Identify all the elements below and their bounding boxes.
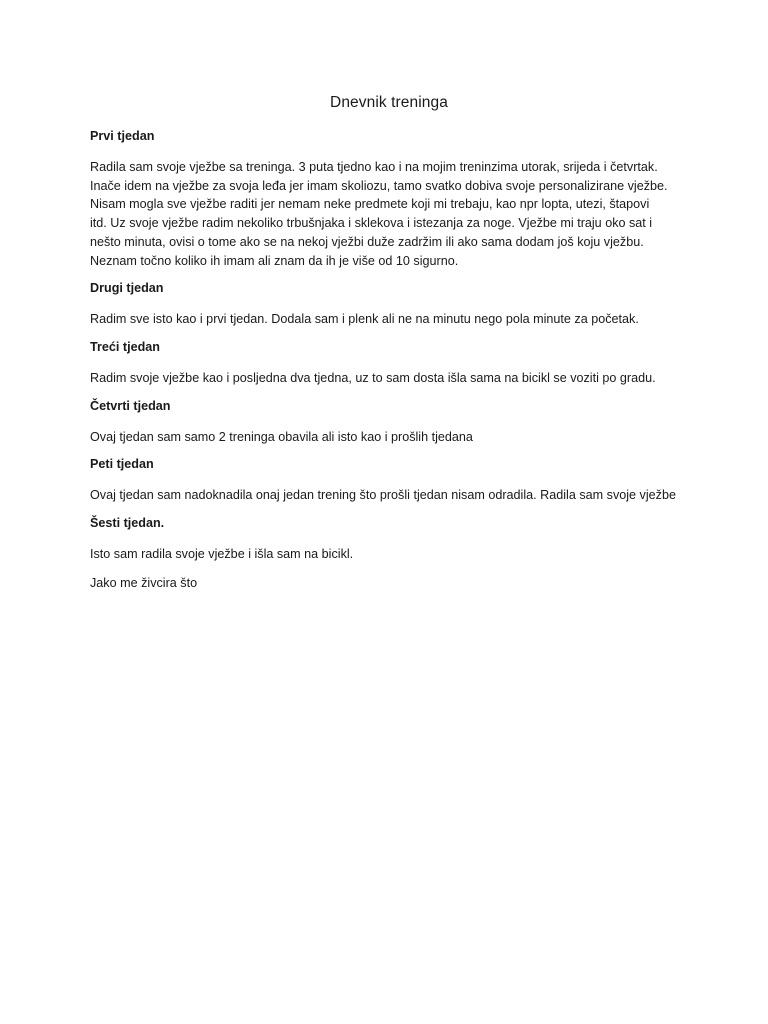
paragraph-line: Isto sam radila svoje vježbe i išla sam na bicikl.: [90, 547, 354, 562]
paragraph-line: Jako me živcira što: [90, 575, 198, 590]
section-heading: Peti tjedan: [90, 457, 154, 472]
paragraph-line: Nisam mogla sve vježbe raditi jer nemam neke predmete koji mi trebaju, kao npr lopta, utezi, štapovi: [90, 197, 650, 212]
section-paragraph: [90, 428, 688, 447]
section-paragraph: [90, 158, 688, 270]
paragraph-line: Neznam točno koliko ih imam ali znam da ih je više od 10 sigurno.: [90, 253, 459, 268]
section-week-1: [90, 128, 688, 270]
paragraph-line: nešto minuta, ovisi o tome ako se na nekoj vježbi duže zadržim ili ako sama dodam još koju vježbu.: [90, 234, 644, 249]
section-heading: Drugi tjedan: [90, 281, 164, 296]
section-week-6: [90, 515, 688, 564]
paragraph-line: Radim sve isto kao i prvi tjedan. Dodala sam i plenk ali ne na minutu nego pola minute za početak.: [90, 312, 639, 327]
paragraph-line: Ovaj tjedan sam nadoknadila onaj jedan trening što prošli tjedan nisam odradila. Radila sam svoje vježbe: [90, 488, 676, 503]
section-heading: Treći tjedan: [90, 339, 160, 354]
section-paragraph: [90, 486, 688, 505]
paragraph-line: Radim svoje vježbe kao i posljedna dva tjedna, uz to sam dosta išla sama na bicikl se voziti po gradu.: [90, 370, 656, 385]
section-paragraph: [90, 545, 688, 564]
document-title: Dnevnik treninga: [330, 94, 448, 111]
section-heading: Prvi tjedan: [90, 129, 155, 143]
section-week-5: [90, 456, 688, 505]
section-week-2: [90, 280, 688, 329]
closing-line: [90, 574, 688, 593]
section-heading: Šesti tjedan.: [90, 516, 165, 531]
section-week-4: [90, 398, 688, 447]
paragraph-line: Radila sam svoje vježbe sa treninga. 3 puta tjedno kao i na mojim treninzima utorak, srijeda i četvrtak.: [90, 160, 658, 174]
section-week-3: [90, 339, 688, 388]
section-paragraph: [90, 369, 688, 388]
section-heading: Četvrti tjedan: [90, 398, 171, 413]
section-paragraph: [90, 310, 688, 329]
paragraph-line: itd. Uz svoje vježbe radim nekoliko trbušnjaka i sklekova i istezanja za noge. Vježbe mi traju oko sat i: [90, 216, 653, 231]
paragraph-line: Ovaj tjedan sam samo 2 treninga obavila ali isto kao i prošlih tjedana: [90, 429, 473, 444]
paragraph-line: Inače idem na vježbe za svoja leđa jer imam skoliozu, tamo svatko dobiva svoje personalizirane vježbe.: [90, 178, 668, 193]
